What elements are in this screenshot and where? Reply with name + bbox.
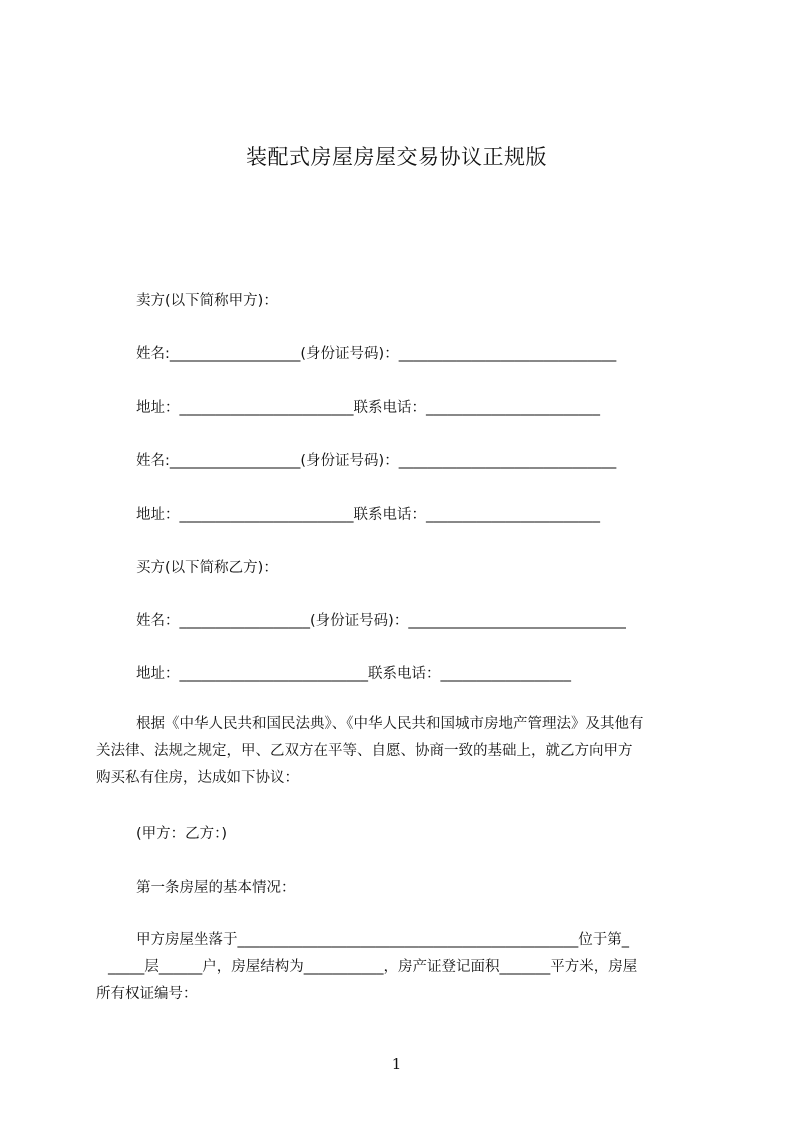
seller-name-id-line-2: 姓名:__________________(身份证号码)：______________________________ bbox=[136, 453, 617, 469]
preamble-line-1: 根据《中华人民共和国民法典》、《中华人民共和国城市房地产管理法》及其他有 bbox=[136, 716, 644, 732]
seller-name-id-line: 姓名:__________________(身份证号码)：______________________________ bbox=[136, 346, 617, 362]
article-1-line-1: 甲方房屋坐落于_______________________________________________位于第_ bbox=[136, 932, 629, 948]
seller-address-phone-line: 地址：________________________联系电话：________________________ bbox=[136, 400, 600, 416]
page-number: 1 bbox=[391, 1055, 402, 1073]
buyer-name-id-line: 姓名：__________________(身份证号码)：______________________________ bbox=[136, 613, 626, 629]
preamble-line-2: 关法律、法规之规定，甲、乙双方在平等、自愿、协商一致的基础上，就乙方向甲方 bbox=[96, 743, 633, 759]
parties-note: (甲方：乙方：) bbox=[136, 826, 228, 842]
buyer-heading: 买方(以下简称乙方)： bbox=[136, 560, 278, 576]
article-1-paragraph bbox=[96, 927, 704, 1008]
preamble-line-3: 购买私有住房，达成如下协议： bbox=[96, 770, 299, 786]
article-1-heading: 第一条房屋的基本情况： bbox=[136, 880, 296, 896]
article-1-line-2: _____层______户，房屋结构为___________，房产证登记面积_______平方米，房屋 bbox=[108, 959, 638, 975]
article-1-line-3: 所有权证编号： bbox=[96, 986, 198, 1002]
document-title: 装配式房屋房屋交易协议正规版 bbox=[246, 145, 547, 169]
seller-address-phone-line-2: 地址：________________________联系电话：________________________ bbox=[136, 507, 600, 523]
seller-heading: 卖方(以下简称甲方)： bbox=[136, 293, 278, 309]
preamble-paragraph bbox=[96, 711, 704, 792]
buyer-address-phone-line: 地址：__________________________联系电话：__________________ bbox=[136, 666, 571, 682]
